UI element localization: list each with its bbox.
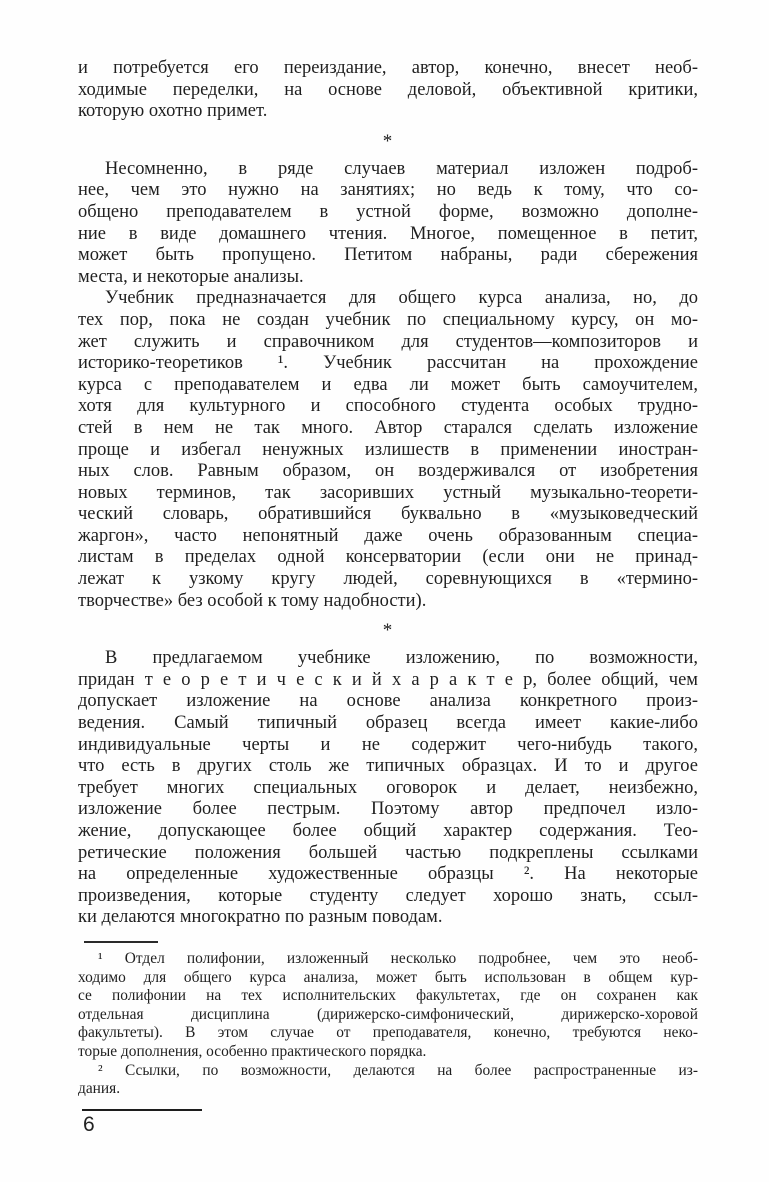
paragraph <box>78 159 698 289</box>
text-line: индивидуальные черты и не содержит чего-нибудь такого, <box>78 734 698 755</box>
text-line: хотя для культурного и способного студента особых трудно- <box>78 396 698 417</box>
text-line: ведения. Самый типичный образец всегда имеет какие-либо <box>78 713 698 734</box>
text-line: ческий словарь, обратившийся буквально в «музыковедческий <box>78 504 698 525</box>
text-line: может быть пропущено. Петитом набраны, ради сбережения <box>78 245 698 266</box>
text-line: жет служить и справочником для студентов—композиторов и <box>78 331 698 352</box>
footnote <box>78 1062 698 1099</box>
text-line: ¹ Отдел полифонии, изложенный несколько подробнее, чем это необ- <box>98 949 698 967</box>
text-line: Несомненно, в ряде случаев материал изложен подроб- <box>105 158 698 179</box>
text-line: дания. <box>78 1080 121 1098</box>
text-line: проще и избегал ненужных излишеств в применении иностран- <box>78 439 698 460</box>
text-line: се полифонии на тех исполнительских факультетах, где он сохранен как <box>78 987 698 1005</box>
text-line: ² Ссылки, по возможности, делаются на более распространенные из- <box>98 1061 698 1079</box>
text-line: творчестве» без особой к тому надобности). <box>78 590 427 611</box>
text-line: придан т е о р е т и ч е с к и й х а р а к т е р, более общий, чем <box>78 669 698 690</box>
text-line: торые дополнения, особенно практического порядка. <box>78 1042 427 1060</box>
text-line: отдельная дисциплина (дирижерско-симфонический, дирижерско-хоровой <box>78 1005 698 1023</box>
text-line: листам в пределах одной консерватории (если они не принад- <box>78 547 698 568</box>
text-line: что есть в других столь же типичных образцах. И то и другое <box>78 756 698 777</box>
page-number: 6 <box>83 1112 95 1136</box>
text-line: допускает изложение на основе анализа конкретного произ- <box>78 691 698 712</box>
text-block <box>78 58 698 1137</box>
footnote <box>78 950 698 1062</box>
footnotes <box>78 950 698 1099</box>
paragraph <box>78 288 698 612</box>
section-separator-asterisk: * <box>382 130 394 152</box>
paragraph <box>78 58 698 123</box>
text-line: ных слов. Равным образом, он воздерживался от изобретения <box>78 461 698 482</box>
text-line: жение, допускающее более общий характер содержания. Тео- <box>78 821 698 841</box>
text-line: Учебник предназначается для общего курса анализа, но, до <box>105 288 698 309</box>
page-footer <box>78 1109 698 1137</box>
text-line: и потребуется его переиздание, автор, конечно, внесет необ- <box>78 58 698 78</box>
text-line: на определенные художественные образцы ². На некоторые <box>78 864 698 885</box>
text-line: которую охотно примет. <box>78 101 268 122</box>
body-text <box>78 58 698 929</box>
paragraph <box>78 648 698 929</box>
text-line: места, и некоторые анализы. <box>78 266 304 287</box>
text-line: требует многих специальных оговорок и делает, неизбежно, <box>78 777 698 798</box>
text-line: ние в виде домашнего чтения. Многое, помещенное в петит, <box>78 223 698 244</box>
text-line: ки делаются многократно по разным поводам. <box>78 907 443 928</box>
text-line: ретические положения большей частью подкреплены ссылками <box>78 842 698 863</box>
text-line: историко-теоретиков ¹. Учебник рассчитан на прохождение <box>78 353 698 374</box>
text-line: тех пор, пока не создан учебник по специальному курсу, он мо- <box>78 309 698 330</box>
text-line: произведения, которые студенту следует хорошо знать, ссыл- <box>78 885 698 906</box>
text-line: В предлагаемом учебнике изложению, по возможности, <box>105 648 698 669</box>
text-line: нее, чем это нужно на занятиях; но ведь к тому, что со- <box>78 180 698 201</box>
text-line: изложение более пестрым. Поэтому автор предпочел изло- <box>78 799 698 820</box>
text-line: новых терминов, так засоривших устный музыкально-теорети- <box>78 482 698 503</box>
text-line: жаргон», часто непонятный даже очень образованным специа- <box>78 525 698 546</box>
text-line: общено преподавателем в устной форме, возможно дополне- <box>78 201 698 222</box>
text-line: факультеты). В этом случае от преподавателя, конечно, требуются неко- <box>78 1024 698 1042</box>
text-line: лежат к узкому кругу людей, соревнующихся в «термино- <box>78 569 698 590</box>
text-line: стей в нем не так много. Автор старался сделать изложение <box>78 417 698 438</box>
footer-rule <box>82 1109 202 1111</box>
section-separator-asterisk: * <box>382 620 394 642</box>
text-line: курса с преподавателем и едва ли может быть самоучителем, <box>78 374 698 395</box>
text-line: ходимо для общего курса анализа, может быть использован в общем кур- <box>78 968 698 986</box>
footnote-separator-rule <box>84 941 158 943</box>
text-line: ходимые переделки, на основе деловой, объективной критики, <box>78 79 698 100</box>
